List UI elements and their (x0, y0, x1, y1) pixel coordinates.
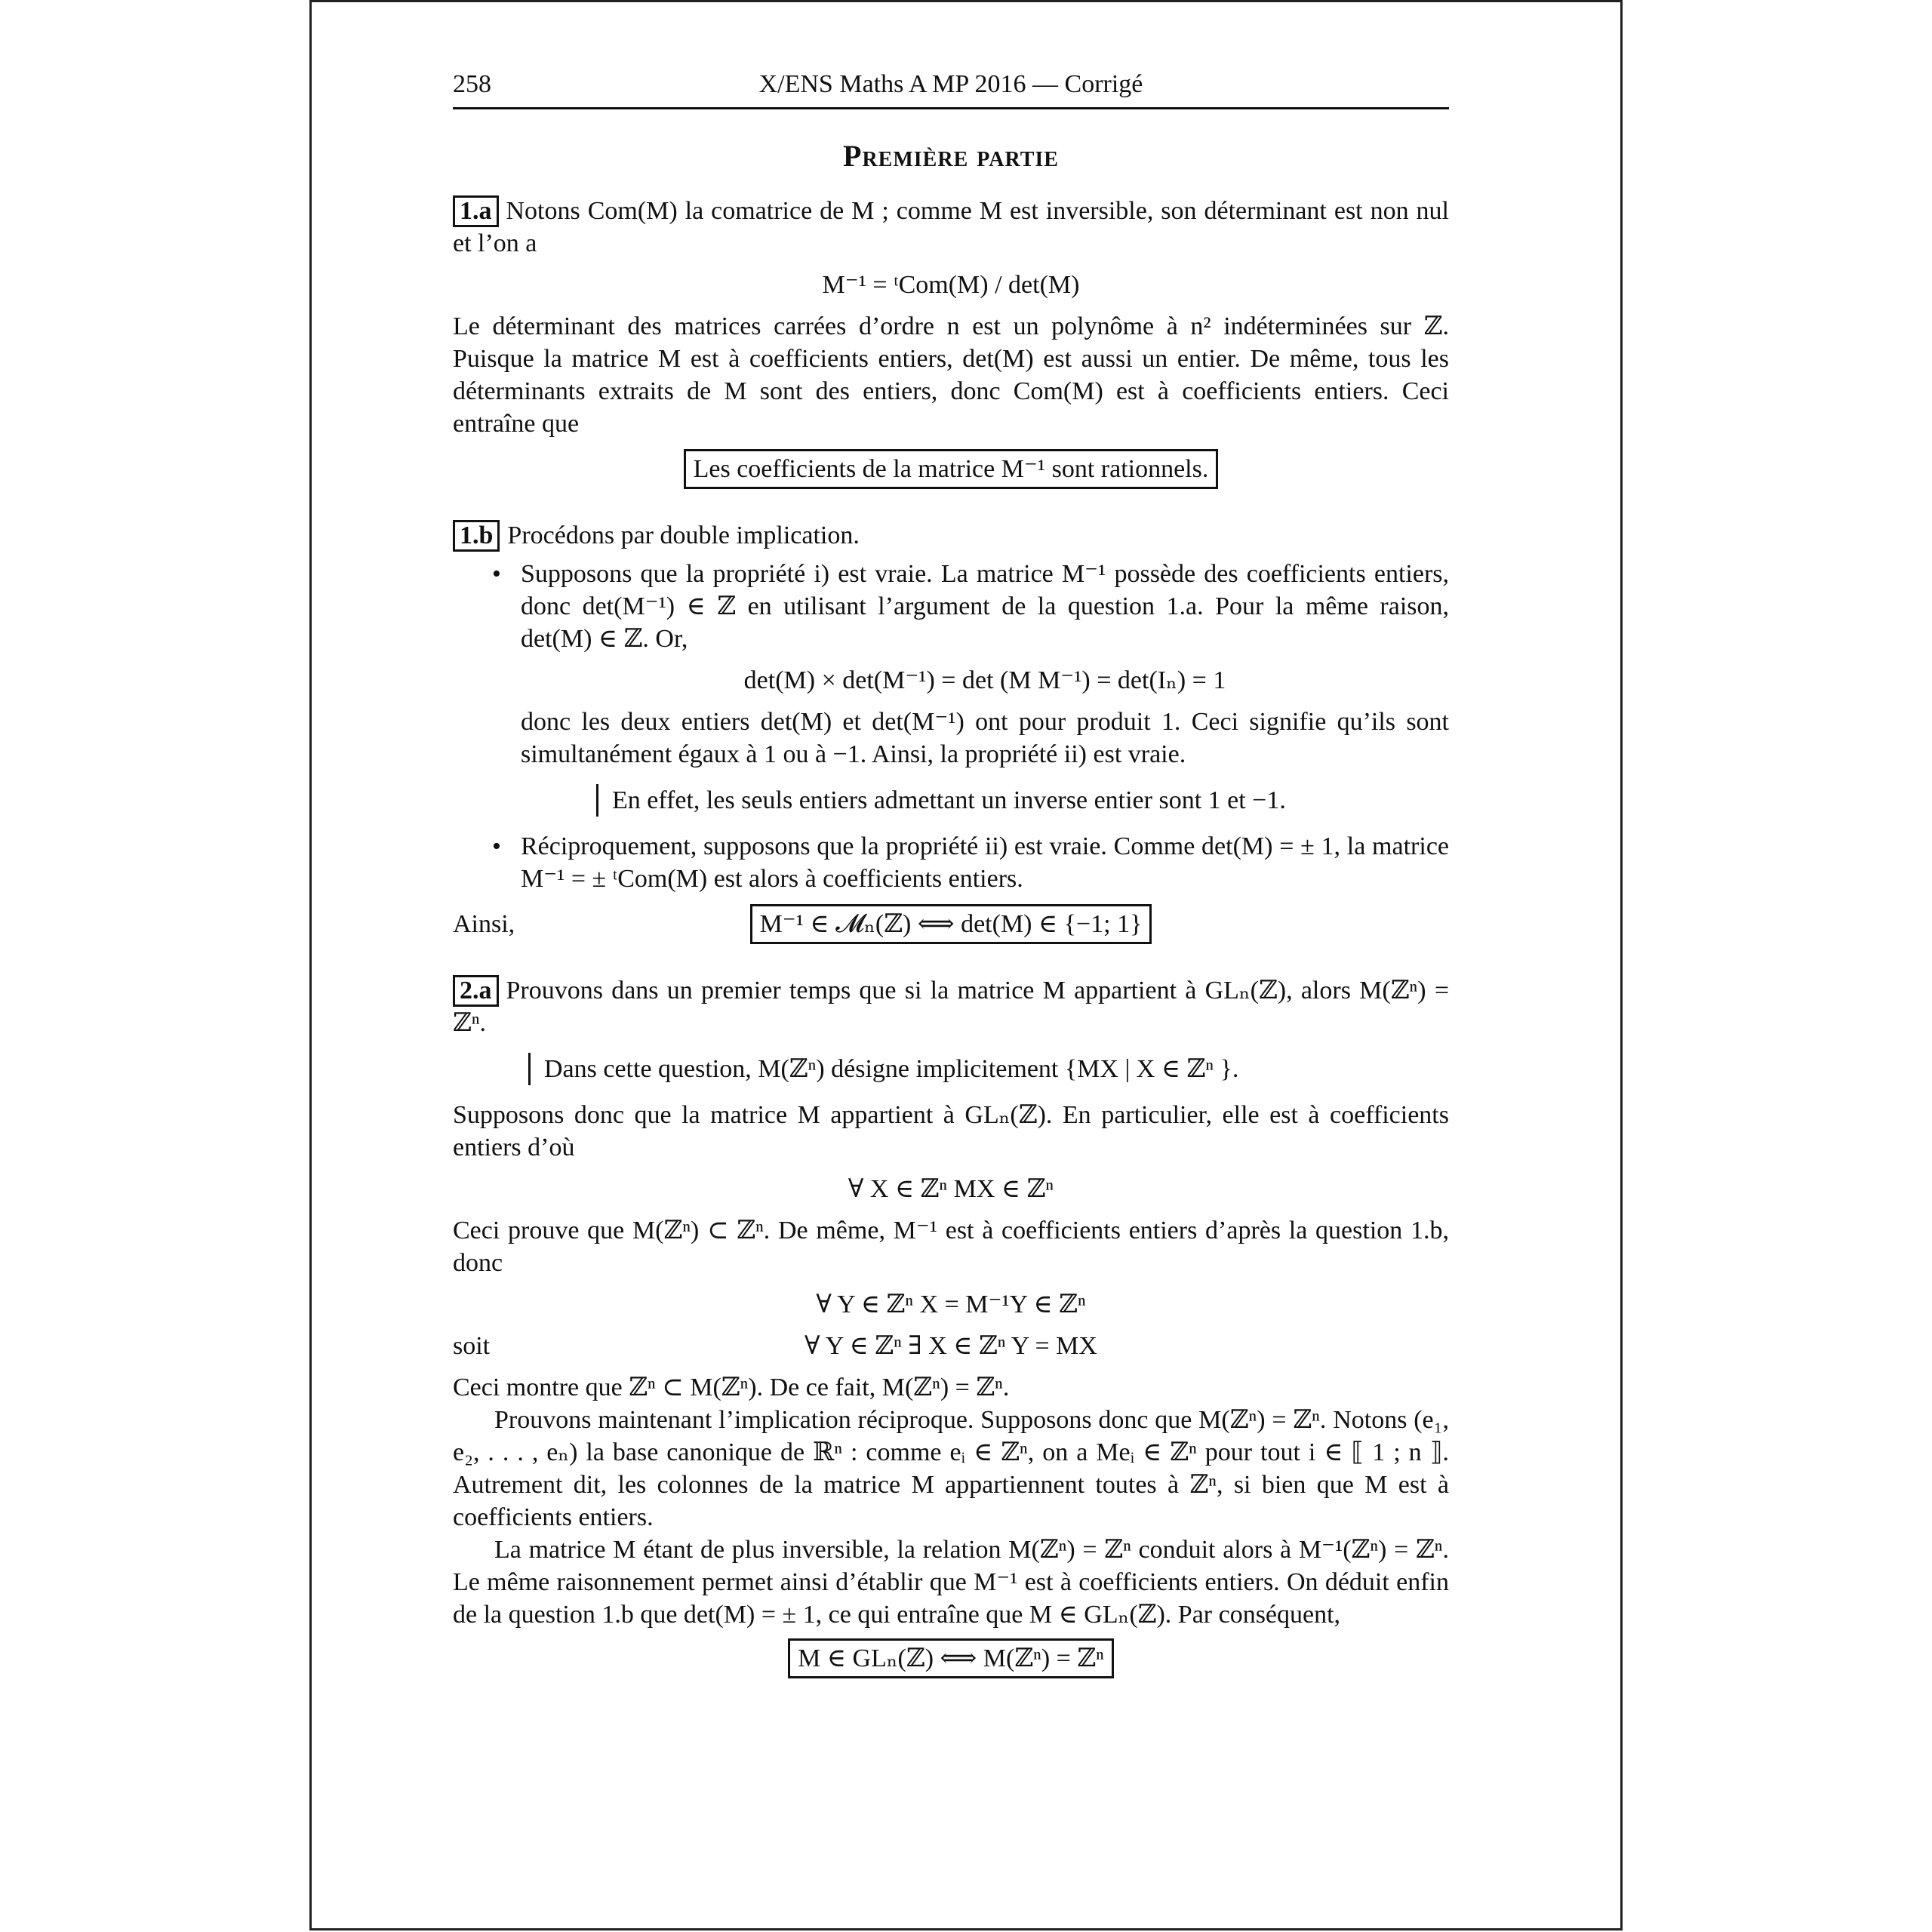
q1a-equation: M⁻¹ = ᵗCom(M) / det(M) (822, 271, 1080, 299)
part-title: Première partie (843, 139, 1059, 173)
ainsi-label: Ainsi, (453, 910, 515, 938)
q1b-intro: 1.b Procédons par double implication. (453, 519, 1449, 552)
q2a-paragraph-4: Ceci montre que ℤⁿ ⊂ M(ℤⁿ). De ce fait, M(ℤⁿ) = ℤⁿ. (453, 1374, 1010, 1401)
page-content (453, 68, 1449, 1687)
q2a-paragraph-1: 2.a Prouvons dans un premier temps que si la matrice M appartient à GLₙ(ℤ), alors M(ℤⁿ) = ℤⁿ. (453, 977, 1449, 1037)
q1b-note: En effet, les seuls entiers admettant un inverse entier sont 1 et −1. (596, 784, 1449, 817)
running-header (453, 68, 1449, 109)
q1b-equation: det(M) × det(M⁻¹) = det (M M⁻¹) = det(Iₙ) = 1 (743, 666, 1226, 694)
q2a-equation-1: ∀ X ∈ ℤⁿ MX ∈ ℤⁿ (848, 1175, 1054, 1203)
soit-label: soit (453, 1332, 491, 1360)
q1b-bullets (453, 558, 1449, 771)
question-tag-2a: 2.a (453, 975, 499, 1007)
q1a-result-box: Les coefficients de la matrice M⁻¹ sont rationnels. (684, 449, 1219, 489)
q1b-conclusion (453, 904, 1449, 944)
q2a-paragraph-6: La matrice M étant de plus inversible, la relation M(ℤⁿ) = ℤⁿ conduit alors à M⁻¹(ℤⁿ) = ℤⁿ. Le même raisonnement permet ainsi d’établir que M⁻¹ est à coefficients entiers. On déduit enfin de la question 1.b que det(M) = ± 1, ce qui entraîne que M ∈ GLₙ(ℤ). Par conséquent, (453, 1536, 1449, 1629)
q2a-equation-3: ∀ Y ∈ ℤⁿ ∃ X ∈ ℤⁿ Y = MX (804, 1332, 1097, 1360)
q1a-paragraph-2: Le déterminant des matrices carrées d’ordre n est un polynôme à n² indéterminées sur ℤ. Puisque la matrice M est à coefficients entiers, det(M) est aussi un entier. De même, tous les déterminants extraits de M sont des entiers, donc Com(M) est à coefficients entiers. Ceci entraîne que (453, 312, 1449, 438)
running-title: X/ENS Maths A MP 2016 — Corrigé (758, 70, 1143, 98)
q2a-paragraph-3: Ceci prouve que M(ℤⁿ) ⊂ ℤⁿ. De même, M⁻¹ est à coefficients entiers d’après la question 1.b, donc (453, 1217, 1449, 1277)
page-number: 258 (453, 70, 491, 98)
q1a-paragraph-1: 1.a Notons Com(M) la comatrice de M ; comme M est inversible, son déterminant est non nul et l’on a (453, 197, 1449, 257)
q1b-bullets-2 (453, 830, 1449, 895)
q2a-paragraph-5: Prouvons maintenant l’implication réciproque. Supposons donc que M(ℤⁿ) = ℤⁿ. Notons (e₁, e₂, . . . , eₙ) la base canonique de ℝⁿ : comme eᵢ ∈ ℤⁿ, on a Meᵢ ∈ ℤⁿ pour tout i ∈ ⟦ 1 ; n ⟧. Autrement dit, les colonnes de la matrice M appartiennent toutes à ℤⁿ, si bien que M est à coefficients entiers. (453, 1406, 1449, 1531)
q2a-paragraph-2: Supposons donc que la matrice M appartient à GLₙ(ℤ). En particulier, elle est à coefficients entiers d’où (453, 1101, 1449, 1161)
q1b-result-box: M⁻¹ ∈ 𝓜ₙ(ℤ) ⟺ det(M) ∈ {−1; 1} (750, 904, 1152, 944)
question-tag-1a: 1.a (453, 195, 499, 227)
q2a-note: Dans cette question, M(ℤⁿ) désigne implicitement {MX | X ∈ ℤⁿ }. (528, 1053, 1449, 1085)
q2a-soit-row (453, 1330, 1449, 1362)
q2a-result-box: M ∈ GLₙ(ℤ) ⟺ M(ℤⁿ) = ℤⁿ (788, 1638, 1114, 1678)
list-item: • Supposons que la propriété i) est vraie. La matrice M⁻¹ possède des coefficients entiers, donc det(M⁻¹) ∈ ℤ en utilisant l’argument de la question 1.a. Pour la même raison, det(M) ∈ ℤ. Or, det(M) × det(M⁻¹) = det (M M⁻¹) = det(Iₙ) = 1 donc les deux entiers det(M) et det(M⁻¹) ont pour produit 1. Ceci signifie qu’ils sont simultanément égaux à 1 ou à −1. Ainsi, la propriété ii) est vraie. (521, 558, 1449, 771)
q2a-equation-2: ∀ Y ∈ ℤⁿ X = M⁻¹Y ∈ ℤⁿ (816, 1291, 1086, 1318)
question-tag-1b: 1.b (453, 520, 500, 552)
list-item: • Réciproquement, supposons que la propriété ii) est vraie. Comme det(M) = ± 1, la matrice M⁻¹ = ± ᵗCom(M) est alors à coefficients entiers. (521, 830, 1449, 895)
